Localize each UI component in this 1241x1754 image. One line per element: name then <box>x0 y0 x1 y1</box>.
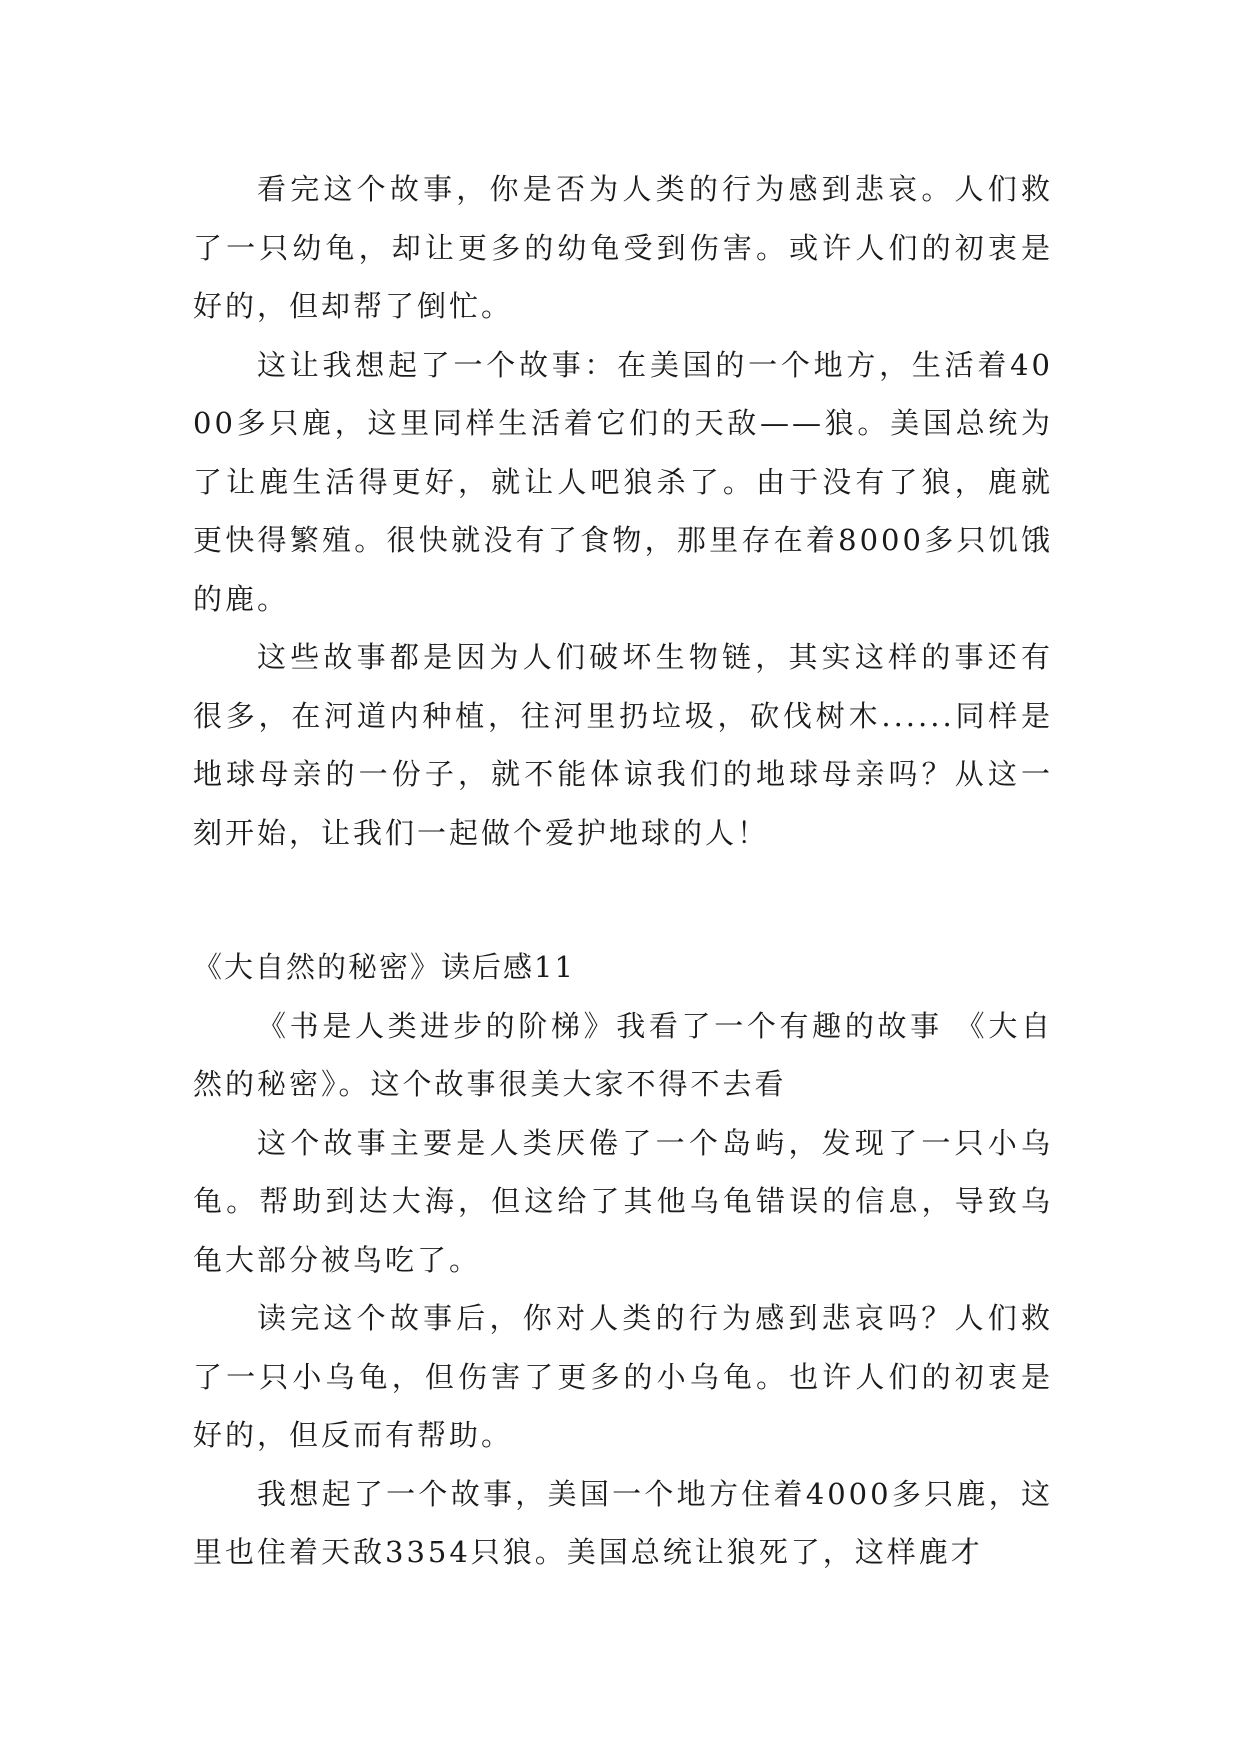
body-paragraph-6: 读完这个故事后，你对人类的行为感到悲哀吗？人们救了一只小乌龟，但伤害了更多的小乌龟。也许人们的初衷是好的，但反而有帮助。 <box>193 1301 1053 1452</box>
document-page <box>193 160 1053 1582</box>
body-paragraph-3: 这些故事都是因为人们破坏生物链，其实这样的事还有很多，在河道内种植，往河里扔垃圾，砍伐树木......同样是地球母亲的一份子，就不能体谅我们的地球母亲吗？从这一刻开始，让我们一起做个爱护地球的人！ <box>193 640 1053 850</box>
body-paragraph-1: 看完这个故事，你是否为人类的行为感到悲哀。人们救了一只幼龟，却让更多的幼龟受到伤害。或许人们的初衷是好的，但却帮了倒忙。 <box>193 172 1053 323</box>
body-paragraph-4: 《书是人类进步的阶梯》我看了一个有趣的故事 《大自然的秘密》。这个故事很美大家不得不去看 <box>193 1008 1053 1101</box>
body-paragraph-5: 这个故事主要是人类厌倦了一个岛屿，发现了一只小乌龟。帮助到达大海，但这给了其他乌龟错误的信息，导致乌龟大部分被鸟吃了。 <box>193 1125 1053 1277</box>
body-paragraph-7: 我想起了一个故事，美国一个地方住着4000多只鹿，这里也住着天敌3354只狼。美国总统让狼死了，这样鹿才 <box>193 1476 1053 1569</box>
body-paragraph-2: 这让我想起了一个故事：在美国的一个地方，生活着4000多只鹿，这里同样生活着它们的天敌——狼。美国总统为了让鹿生活得更好，就让人吧狼杀了。由于没有了狼，鹿就更快得繁殖。很快就没有了食物，那里存在着8000多只饥饿的鹿。 <box>193 347 1053 616</box>
section-title: 《大自然的秘密》读后感11 <box>193 950 575 984</box>
